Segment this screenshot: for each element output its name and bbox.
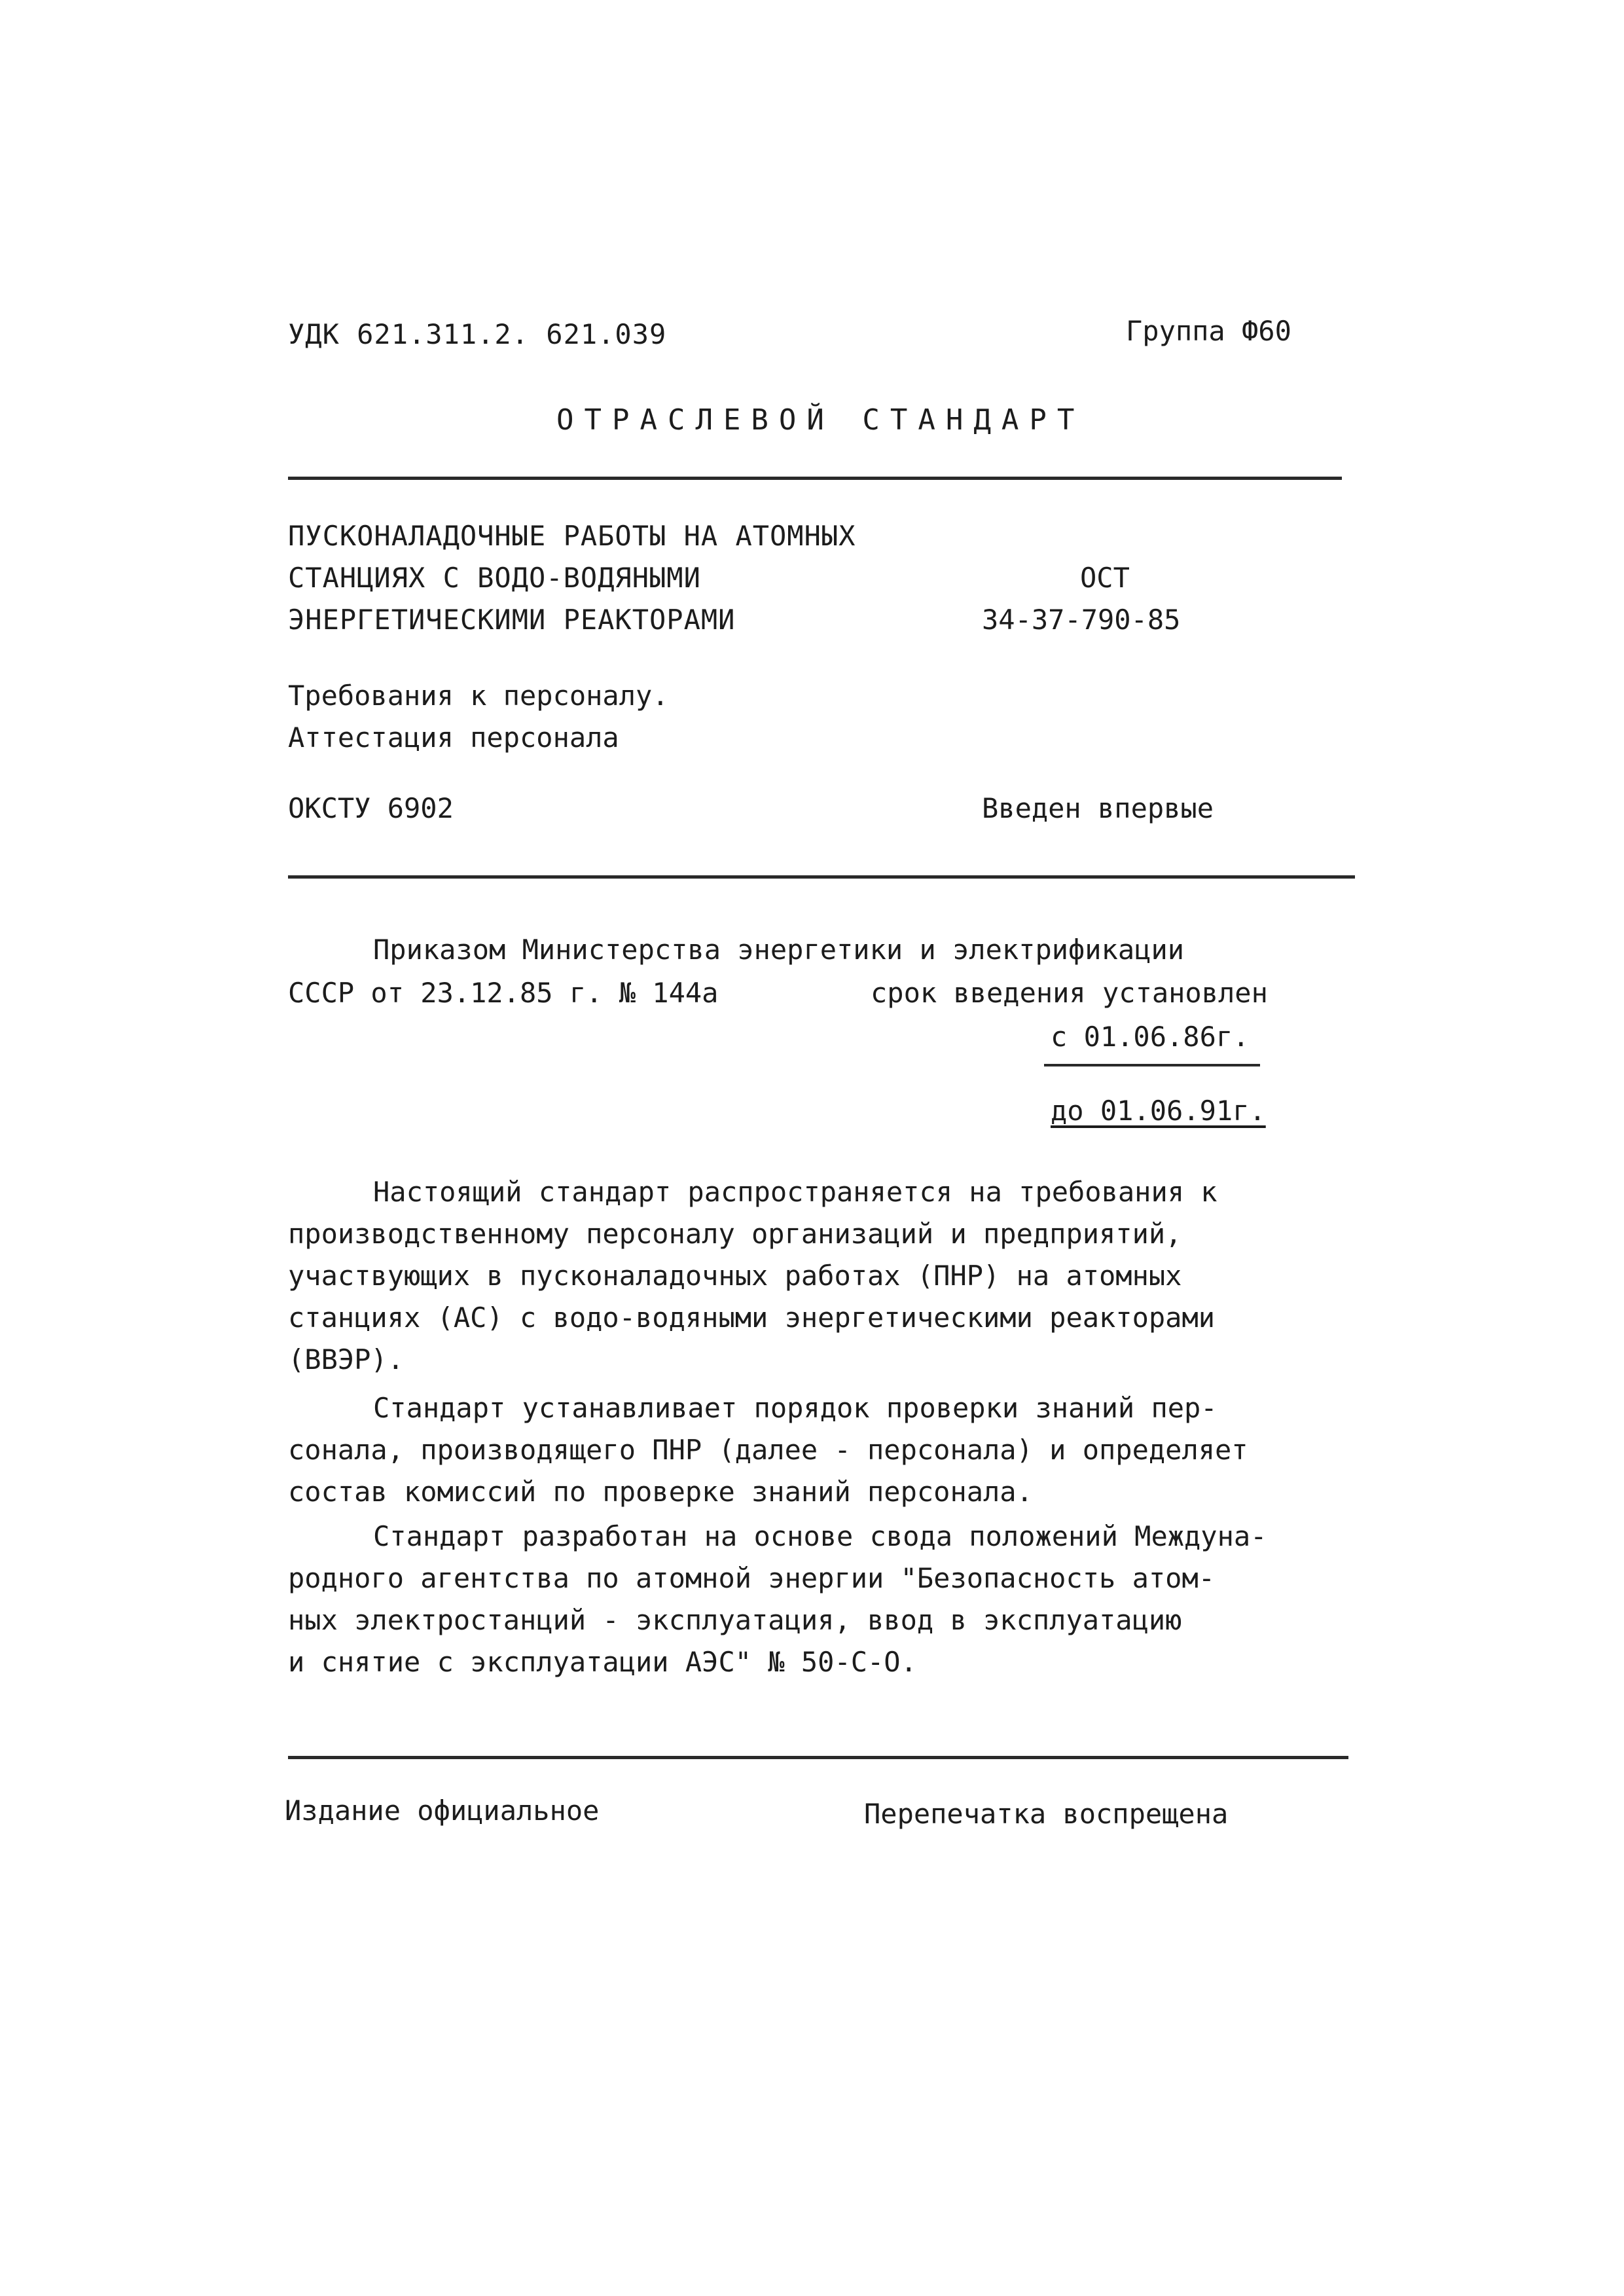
document-type-heading: ОТРАСЛЕВОЙ СТАНДАРТ bbox=[556, 403, 1085, 437]
subtitle-line-2: Аттестация персонала bbox=[288, 721, 619, 754]
order-line-1: Приказом Министерства энергетики и электрификации bbox=[373, 934, 1185, 966]
reprint-note: Перепечатка воспрещена bbox=[864, 1798, 1229, 1830]
udk-code: УДК 621.311.2. 621.039 bbox=[288, 318, 667, 350]
standard-code-number: 34-37-790-85 bbox=[982, 604, 1181, 636]
title-line-1: ПУСКОНАЛАДОЧНЫЕ РАБОТЫ НА АТОМНЫХ bbox=[288, 520, 856, 552]
validity-separator bbox=[1044, 1064, 1260, 1066]
standard-code-label: ОСТ bbox=[1080, 562, 1130, 594]
group-code: Группа Ф60 bbox=[1126, 315, 1291, 347]
paragraph-1-line-2: производственному персоналу организаций и предприятий, bbox=[288, 1218, 1182, 1250]
validity-from-date: с 01.06.86г. bbox=[1051, 1021, 1250, 1053]
validity-to-date: до 01.06.91г. bbox=[1051, 1095, 1266, 1127]
paragraph-1-line-3: участвующих в пусконаладочных работах (ПНР) на атомных bbox=[288, 1260, 1182, 1292]
paragraph-3-line-1: Стандарт разработан на основе свода положений Междуна- bbox=[373, 1520, 1267, 1552]
paragraph-3-line-2: родного агентства по атомной энергии "Безопасность атом- bbox=[288, 1562, 1216, 1594]
validity-label: срок введения установлен bbox=[871, 977, 1268, 1009]
introduced-note: Введен впервые bbox=[982, 792, 1214, 824]
title-line-3: ЭНЕРГЕТИЧЕСКИМИ РЕАКТОРАМИ bbox=[288, 604, 736, 636]
paragraph-2-line-2: сонала, производящего ПНР (далее - персонала) и определяет bbox=[288, 1434, 1248, 1466]
paragraph-1-line-5: (ВВЭР). bbox=[288, 1343, 405, 1376]
paragraph-3-line-3: ных электростанций - эксплуатация, ввод в эксплуатацию bbox=[288, 1604, 1182, 1636]
middle-rule bbox=[288, 875, 1355, 879]
paragraph-1-line-1: Настоящий стандарт распространяется на требования к bbox=[373, 1176, 1218, 1208]
paragraph-1-line-4: станциях (АС) с водо-водяными энергетическими реакторами bbox=[288, 1302, 1216, 1334]
title-line-2: СТАНЦИЯХ С ВОДО-ВОДЯНЫМИ bbox=[288, 562, 701, 594]
order-line-2: СССР от 23.12.85 г. № 144а bbox=[288, 977, 719, 1009]
subtitle-line-1: Требования к персоналу. bbox=[288, 680, 669, 712]
top-rule bbox=[288, 477, 1342, 480]
paragraph-2-line-3: состав комиссий по проверке знаний персонала. bbox=[288, 1476, 1033, 1508]
paragraph-3-line-4: и снятие с эксплуатации АЭС" № 50-С-О. bbox=[288, 1646, 917, 1678]
bottom-rule bbox=[288, 1756, 1348, 1759]
edition-note: Издание официальное bbox=[285, 1795, 600, 1827]
paragraph-2-line-1: Стандарт устанавливает порядок проверки знаний пер- bbox=[373, 1392, 1218, 1424]
okstu-code: ОКСТУ 6902 bbox=[288, 792, 454, 824]
